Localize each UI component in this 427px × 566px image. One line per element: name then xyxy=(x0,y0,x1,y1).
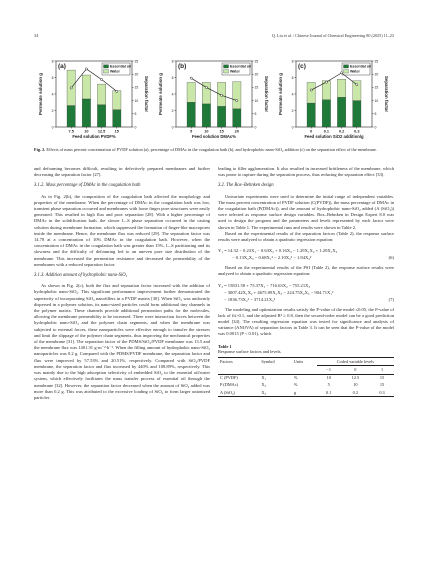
x-tick-label: 10 xyxy=(204,129,209,134)
table-level: −1 xyxy=(317,366,341,374)
table-header: Factors xyxy=(218,358,259,366)
paragraph: The modeling and optimization results satisfy the P-value of the model ≤0.05, the P-value of lack of fit>0.1, and the adjusted R² ≥ 0.8, then the second-order model can be a good prediction model [34]. The resulting regression equation was tested for significance and analysis of variance (ANOVA) of separation factors in Table 3. It can be seen that the P-value of the model was 0.0015 (P < 0.01), which xyxy=(218,306,394,337)
y2-tick-label: 15 xyxy=(254,85,259,90)
y-tick-label: 4 xyxy=(291,92,294,97)
y2-tick-label: 20 xyxy=(374,72,379,77)
table-row xyxy=(218,389,394,397)
bar xyxy=(67,106,75,127)
y2-tick-label: 25 xyxy=(254,59,259,64)
bar xyxy=(113,110,121,127)
y-tick-label: 8 xyxy=(171,59,174,64)
y2-axis-title: Separation factor xyxy=(264,75,269,113)
page-number: 34 xyxy=(34,33,39,38)
equation-line: − 3007.42X₁X₂ + 4675.09X₁X₃ − 224.75X₂X₃ − 904.71X₁² xyxy=(224,289,334,295)
table-cell: 10 xyxy=(353,382,358,388)
table-cell: 5 xyxy=(327,382,330,388)
separation-factor-point xyxy=(310,89,312,91)
legend-swatch xyxy=(224,70,229,73)
y-tick-label: 8 xyxy=(51,59,54,64)
table-cell: X₂ xyxy=(261,382,266,388)
table-label: Table 1 xyxy=(218,343,232,349)
right-column xyxy=(218,166,394,397)
left-column xyxy=(34,166,210,401)
table-cell: g xyxy=(292,389,317,397)
y2-tick-label: 5 xyxy=(254,112,257,117)
separation-factor-point xyxy=(190,77,192,79)
table-cell: 10 xyxy=(326,375,331,381)
legend-label: Water xyxy=(350,69,360,74)
bar xyxy=(337,79,345,97)
table-cell: 0.3 xyxy=(370,389,394,397)
table-cell: C (PVDF) xyxy=(220,375,238,381)
table-cell: X₃ xyxy=(259,389,292,397)
y2-axis-title: Separation factor xyxy=(144,75,149,113)
legend-swatch xyxy=(344,70,349,73)
separation-factor-point xyxy=(356,84,358,86)
panel-label: (a) xyxy=(58,63,66,70)
y2-tick-label: 25 xyxy=(374,59,379,64)
paragraph: Based on the experimental results of the PSI (Table 2), the response surface results were analyzed to obtain a quadratic regression equation: xyxy=(218,265,394,277)
table-cell: % xyxy=(293,382,298,388)
separation-factor-point xyxy=(116,90,118,92)
table-header: Coded variable levels xyxy=(317,358,394,366)
y2-tick-label: 0 xyxy=(134,125,137,130)
table-cell: 15 xyxy=(379,375,385,381)
bar xyxy=(233,109,241,127)
equation-number: (7) xyxy=(388,296,394,302)
table-cell: A (SiO₂) xyxy=(218,389,259,397)
table-title: Response surface factors and levels. xyxy=(218,349,282,355)
equation-line: − 0.13X₂X₃ − 0.68X₁² − 2.10X₂² − 1.84X₃² xyxy=(232,255,312,261)
y-axis-title: Permeate solution g xyxy=(278,73,283,115)
y-tick-label: 4 xyxy=(171,92,174,97)
x-axis-title: Feed solution PVDF% xyxy=(72,134,116,139)
table-cell: 0.2 xyxy=(341,389,370,397)
y-tick-label: 0 xyxy=(51,125,54,130)
y2-tick-label: 10 xyxy=(254,98,259,103)
bar xyxy=(113,91,121,110)
x-tick-label: 5 xyxy=(190,129,193,134)
figure-caption-label: Fig. 2. xyxy=(34,147,46,152)
y2-tick-label: 20 xyxy=(254,72,259,77)
y-axis-title: Permeate solution g xyxy=(158,73,163,115)
table-cell: X₁ xyxy=(261,375,266,381)
y-tick-label: 6 xyxy=(51,75,54,80)
legend-swatch xyxy=(104,70,109,73)
y2-tick-label: 15 xyxy=(134,85,139,90)
y2-tick-label: 0 xyxy=(374,125,377,130)
x-tick-label: 7.5 xyxy=(68,129,74,134)
paragraph: As shown in Fig. 2(c), both the flux and separation factor increased with the addition of hydrophobic nano-SiO₂. This significant performance improvement further demonstrated the superiority of incorporating SiO₂ nanofillers in a PVDF matrix [30]. When SiO₂ was uniformly dispersed in a polymer solution, its nano-sized particles could form additional tiny channels in the polymer matrix. These channels provide additional permeation paths for the molecules, allowing the membrane permeability to be increased. There were interaction forces between the hydrophobic nano-SiO₂ and the polymer chain segments, and when the membrane was subjected to external forces, these nanoparticles were effective enough to transfer the stresses and limit the slippage of the polymer chain segments, thus improving the mechanical properties of the membrane [31]. The separation factor of the PDMS/SiO₂/PVDF membrane was 13.5 and the membrane flux was 1401.31 g·m⁻²·h⁻¹. When the filling amount of hydrophobic nano-SiO₂ nanoparticles was 0.2 g. Compared with the PDMS/PVDF membrane, the separation factor and flux were improved by 57.53% and 20.51%, respectively. Compared with SiO₂/PVDF membrane, the separation factor and flux increased by 440% and 108.89%, respectively. This was mainly due to the high adsorption selectivity of embedded SiO₂ to the essential oil/water system, which effectively facilitates the mass transfer process of essential oil through the membrane [32]. However, the separation factor decreased when the amount of SiO₂ added was more than 0.2 g. This was attributed to the excessive loading of SiO₂ to form larger unionized particles xyxy=(34,283,210,400)
separation-factor-point xyxy=(70,87,72,89)
bar xyxy=(97,105,105,127)
table-cell: % xyxy=(293,375,298,381)
table-row xyxy=(218,382,394,389)
bar xyxy=(233,82,241,109)
y2-tick-label: 25 xyxy=(134,59,139,64)
separation-factor-point xyxy=(325,81,327,83)
x-tick-label: 15 xyxy=(114,129,119,134)
legend-label: Essential oil xyxy=(230,64,251,69)
paragraph: Univariate experiments were used to determine the initial range of independent variables. The mass percent concentration of PVDF solution (C(PVDF)), the mass percentage of DMAc in the coagulation bath (P(DMAc)), and the amount of hydrophobic nano-SiO₂ added (A (SiO₂)) were selected as response surface design variables. Box–Behnken in Design Expert 8.0 was used to design the program and the parameters and levels represented by each factor were shown in Table 1. The experimental runs and results were shown in Table 2. xyxy=(218,193,394,230)
bar xyxy=(202,104,210,127)
separation-factor-point xyxy=(85,68,87,70)
y-tick-label: 6 xyxy=(171,75,174,80)
separation-factor-point xyxy=(221,94,223,96)
panel-label: (c) xyxy=(298,63,306,70)
bar xyxy=(82,99,90,127)
table-cell: 0.1 xyxy=(317,389,341,397)
table-1 xyxy=(218,357,394,397)
legend-swatch xyxy=(344,65,349,68)
table-cell: 15 xyxy=(379,382,385,388)
separation-factor-point xyxy=(101,78,103,80)
equation-line: − 1836.73X₂² − 3714.21X₃² xyxy=(224,296,276,302)
separation-factor-point xyxy=(205,86,207,88)
x-tick-label: 12.5 xyxy=(97,129,106,134)
bar xyxy=(337,97,345,127)
figure-2-charts xyxy=(34,53,394,145)
bar xyxy=(82,75,90,99)
x-tick-label: 0.2 xyxy=(338,129,345,134)
legend-label: Water xyxy=(110,69,120,74)
bar xyxy=(322,100,330,127)
bar xyxy=(353,101,361,127)
table-cell: 12.5 xyxy=(351,375,360,381)
y-tick-label: 4 xyxy=(51,92,54,97)
y2-tick-label: 15 xyxy=(374,85,379,90)
y-tick-label: 0 xyxy=(171,125,174,130)
x-axis-title: Feed solution SiO2 addition/g xyxy=(304,134,364,139)
figure-caption xyxy=(34,147,394,153)
figure-caption-text: Effects of mass percent concentration of PVDF solution (a), percentage of DMAc in the coagulation bath (b), and hydrophobic nano-SiO₂ addition (c) on the separation effect of the membrane. xyxy=(46,147,377,152)
x-tick-label: 10 xyxy=(84,129,89,134)
paragraph: Based on the experimental results of the separation factors (Table 2), the response surface results were analyzed to obtain a quadratic regression equation: xyxy=(218,230,394,243)
legend-label: Essential oil xyxy=(350,64,371,69)
y-tick-label: 8 xyxy=(291,59,294,64)
equation-7 xyxy=(218,282,394,303)
table-row xyxy=(218,374,394,382)
y-tick-label: 6 xyxy=(291,75,294,80)
table-cell: P (DMAc) xyxy=(220,382,239,388)
legend-label: Essential oil xyxy=(110,64,131,69)
y2-tick-label: 5 xyxy=(374,112,377,117)
figure-2 xyxy=(34,53,394,145)
bar xyxy=(97,84,105,105)
x-tick-label: 0.1 xyxy=(323,129,330,134)
section-heading-3-2: 3.2. The Box–Behnken design xyxy=(218,183,274,189)
y2-tick-label: 10 xyxy=(374,98,379,103)
y-tick-label: 0 xyxy=(291,125,294,130)
y2-tick-label: 5 xyxy=(134,112,137,117)
table-header: Units xyxy=(292,358,317,366)
legend-label: Water xyxy=(230,69,240,74)
section-heading-3-1-3: 3.1.3. Addition amount of hydrophobic nano-SiO₂ xyxy=(34,273,128,279)
paragraph: and defoaming becomes difficult, resulting in defectively prepared membranes and further decreasing the separation factor [27]. xyxy=(34,166,210,178)
y2-tick-label: 0 xyxy=(254,125,257,130)
panel-label: (b) xyxy=(178,63,187,70)
table-level: 1 xyxy=(370,366,394,374)
x-tick-label: 0 xyxy=(310,129,313,134)
y-tick-label: 2 xyxy=(291,108,294,113)
separation-factor-line xyxy=(311,73,357,90)
section-heading-3-1-2: 3.1.2. Mass percentage of DMAc in the coagulation bath xyxy=(34,183,141,189)
y2-tick-label: 10 xyxy=(134,98,139,103)
y-tick-label: 2 xyxy=(171,108,174,113)
x-tick-label: 15 xyxy=(219,129,224,134)
paragraph: leading to filler agglomeration. It also resulted in increased brittleness of the membrane, which was prone to rupture during the separation process, thus reducing the separation effect [33]. xyxy=(218,166,394,178)
y2-axis-title: Separation factor xyxy=(384,75,389,113)
y-axis-title: Permeate solution g xyxy=(38,73,43,115)
running-header: Q. Liu et al. / Chinese Journal of Chemical Engineering 80 (2025) 11–23 xyxy=(271,33,394,38)
y-tick-label: 2 xyxy=(51,108,54,113)
table-level: 0 xyxy=(341,366,370,374)
legend-swatch xyxy=(224,65,229,68)
table-header: Symbol xyxy=(259,358,292,366)
equation-6 xyxy=(218,247,394,261)
x-tick-label: 0.3 xyxy=(354,129,360,134)
table-1-caption xyxy=(218,344,394,356)
equation-line: Y₂ = 15831.58 + 75.37X₁ − 716.63X₂ − 755.21X₃ xyxy=(218,282,311,288)
bar xyxy=(307,82,315,103)
bar xyxy=(307,103,315,127)
equation-line: Y₁ = 14.32 − 0.23X₁ − 0.63X₂ + 0.16X₃ − 1.29X₁X₂ + 1.20X₁X₃ xyxy=(218,248,338,254)
x-tick-label: 20 xyxy=(234,129,239,134)
equation-number: (6) xyxy=(388,255,394,261)
x-axis-title: Feed solution DMAc% xyxy=(192,134,236,139)
bar xyxy=(217,106,225,127)
separation-factor-line xyxy=(191,78,237,100)
legend-swatch xyxy=(104,65,109,68)
separation-factor-point xyxy=(341,72,343,74)
y2-tick-label: 20 xyxy=(134,72,139,77)
paragraph: As in Fig. 2(b), the composition of the coagulation bath affected the morphology and properties of the membrane. When the percentage of DMAc in the coagulation bath was low, transient phase separation occurred and membranes with loose finger pore structures were easily generated. This resulted in high flux and poor separation [28]. With a higher percentage of DMAc in the solidification bath, the slower L–S phase separation occurred in the casting solution during membrane formation, which suppressed the formation of finger-like macropores inside the membrane. Hence, the membrane flux was reduced [29]. The separation factor was 14.78 at a concentration of 10% DMAc in the coagulation bath. However, when the concentration of DMAc in the coagulation bath was greater than 15%, L–S partitioning and its slowness and the difficulty of defoaming led to an uneven pore size distribution of the membrane. This increased the permeation resistance and decreased the permeability of the membranes with a reduced separation factor. xyxy=(34,193,210,267)
bar xyxy=(187,82,195,102)
separation-factor-point xyxy=(236,100,238,102)
bar xyxy=(187,102,195,127)
